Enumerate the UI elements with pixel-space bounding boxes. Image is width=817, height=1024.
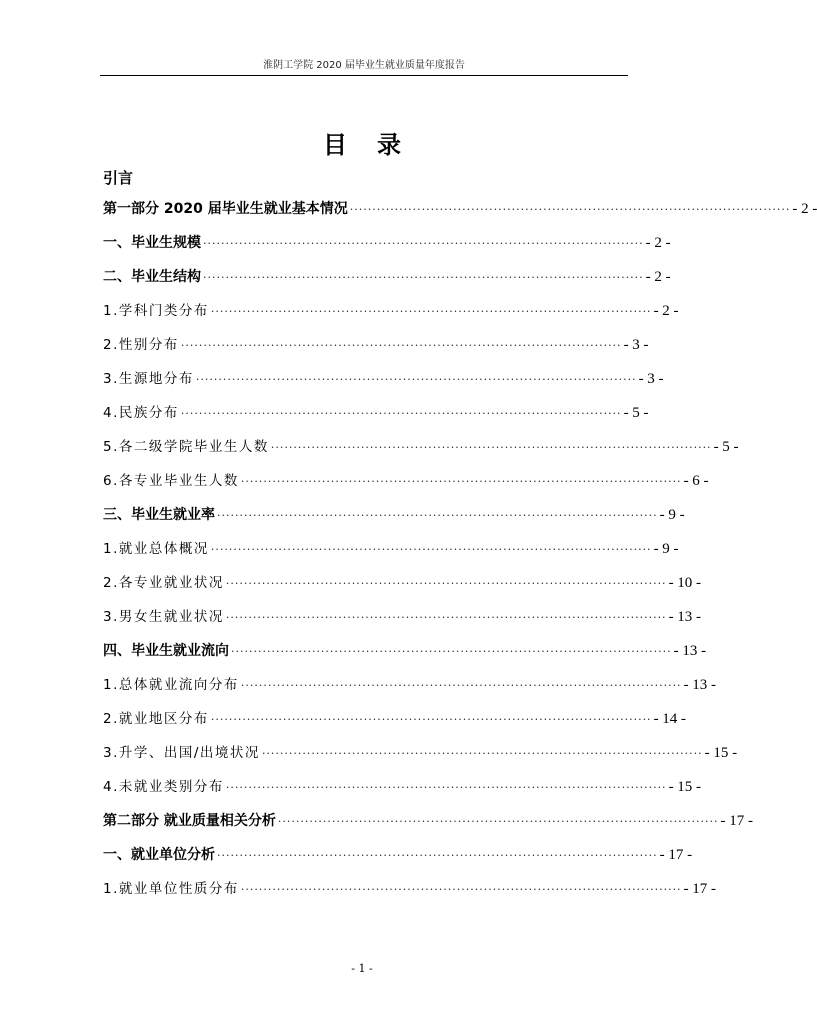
toc-entry-label: 1.就业总体概况 <box>103 541 209 557</box>
toc-dot-leader: ·································································································· <box>270 441 712 454</box>
toc-entry-label: 3.生源地分布 <box>103 371 194 387</box>
toc-dot-leader: ·································································································· <box>210 305 652 318</box>
running-header: 淮阴工学院 2020 届毕业生就业质量年度报告 <box>263 60 465 71</box>
toc-entry-label: 3.男女生就业状况 <box>103 609 224 625</box>
toc-entry-page: - 17 - <box>720 813 754 829</box>
toc-entries <box>103 192 817 906</box>
toc-entry[interactable] <box>103 566 702 600</box>
toc-entry[interactable] <box>103 872 717 906</box>
toc-entry-page: - 2 - <box>645 235 671 251</box>
toc-dot-leader: ·································································································· <box>180 407 622 420</box>
toc-entry[interactable] <box>103 192 817 226</box>
toc-entry-page: - 9 - <box>659 507 685 523</box>
toc-dot-leader: ·································································································· <box>240 679 682 692</box>
toc-dot-leader: ·································································································· <box>180 339 622 352</box>
toc-entry-page: - 17 - <box>683 881 717 897</box>
toc-entry-page: - 2 - <box>645 269 671 285</box>
toc-entry-label: 2.就业地区分布 <box>103 711 209 727</box>
toc-entry[interactable] <box>103 532 679 566</box>
toc-entry-label: 二、毕业生结构 <box>103 269 201 285</box>
toc-dot-leader: ·································································································· <box>195 373 637 386</box>
toc-entry-page: - 13 - <box>683 677 717 693</box>
toc-dot-leader: ·································································································· <box>217 509 658 522</box>
toc-entry[interactable] <box>103 362 664 396</box>
toc-entry[interactable] <box>103 498 685 532</box>
toc-entry[interactable] <box>103 328 649 362</box>
toc-entry-label: 第二部分 就业质量相关分析 <box>103 813 276 829</box>
toc-entry-page: - 6 - <box>683 473 709 489</box>
toc-dot-leader: ·································································································· <box>210 713 652 726</box>
toc-entry-label: 3.升学、出国/出境状况 <box>103 745 260 761</box>
toc-dot-leader: ·································································································· <box>225 611 667 624</box>
toc-dot-leader: ·································································································· <box>261 747 703 760</box>
toc-entry[interactable] <box>103 430 739 464</box>
toc-entry-page: - 10 - <box>668 575 702 591</box>
toc-dot-leader: ·································································································· <box>217 849 658 862</box>
toc-entry-page: - 2 - <box>653 303 679 319</box>
header-rule <box>100 75 628 76</box>
toc-dot-leader: ·································································································· <box>349 203 791 216</box>
toc-entry-label: 6.各专业毕业生人数 <box>103 473 239 489</box>
toc-entry-label: 1.总体就业流向分布 <box>103 677 239 693</box>
toc-dot-leader: ·································································································· <box>225 781 667 794</box>
toc-entry-label: 5.各二级学院毕业生人数 <box>103 439 269 455</box>
toc-entry-page: - 3 - <box>638 371 664 387</box>
toc-entry-label: 2.性别分布 <box>103 337 179 353</box>
toc-entry-page: - 13 - <box>673 643 707 659</box>
toc-entry[interactable] <box>103 838 693 872</box>
toc-dot-leader: ·································································································· <box>231 645 672 658</box>
toc-intro[interactable]: 引言 <box>103 169 134 187</box>
toc-entry[interactable] <box>103 464 709 498</box>
toc-entry-page: - 14 - <box>653 711 687 727</box>
toc-entry[interactable] <box>103 736 738 770</box>
toc-entry-label: 4.未就业类别分布 <box>103 779 224 795</box>
table-of-contents <box>103 164 817 906</box>
toc-dot-leader: ·································································································· <box>240 475 682 488</box>
toc-entry-page: - 9 - <box>653 541 679 557</box>
toc-entry-page: - 5 - <box>623 405 649 421</box>
toc-entry[interactable] <box>103 702 687 736</box>
toc-entry-page: - 13 - <box>668 609 702 625</box>
toc-dot-leader: ·································································································· <box>203 237 644 250</box>
toc-entry-label: 2.各专业就业状况 <box>103 575 224 591</box>
toc-entry[interactable] <box>103 804 754 838</box>
toc-entry[interactable] <box>103 770 702 804</box>
toc-dot-leader: ·································································································· <box>225 577 667 590</box>
toc-entry-page: - 2 - <box>792 201 817 217</box>
toc-entry-page: - 15 - <box>704 745 738 761</box>
toc-entry-label: 4.民族分布 <box>103 405 179 421</box>
toc-entry-label: 1.学科门类分布 <box>103 303 209 319</box>
page-number: - 1 - <box>351 962 373 975</box>
page-title: 目录 <box>323 131 431 159</box>
toc-dot-leader: ·································································································· <box>277 815 719 828</box>
toc-entry[interactable] <box>103 396 649 430</box>
toc-entry-page: - 5 - <box>713 439 739 455</box>
toc-dot-leader: ·································································································· <box>210 543 652 556</box>
toc-entry[interactable] <box>103 294 679 328</box>
toc-entry[interactable] <box>103 226 671 260</box>
toc-dot-leader: ·································································································· <box>203 271 644 284</box>
toc-entry[interactable] <box>103 260 671 294</box>
toc-entry-label: 三、毕业生就业率 <box>103 507 215 523</box>
toc-entry-page: - 15 - <box>668 779 702 795</box>
toc-entry-page: - 3 - <box>623 337 649 353</box>
toc-dot-leader: ·································································································· <box>240 883 682 896</box>
toc-entry-label: 1.就业单位性质分布 <box>103 881 239 897</box>
toc-entry-label: 一、毕业生规模 <box>103 235 201 251</box>
toc-entry[interactable] <box>103 600 702 634</box>
toc-entry-label: 第一部分 2020 届毕业生就业基本情况 <box>103 201 348 217</box>
toc-entry-page: - 17 - <box>659 847 693 863</box>
toc-entry[interactable] <box>103 668 717 702</box>
toc-entry-label: 一、就业单位分析 <box>103 847 215 863</box>
toc-entry-label: 四、毕业生就业流向 <box>103 643 229 659</box>
toc-entry[interactable] <box>103 634 707 668</box>
